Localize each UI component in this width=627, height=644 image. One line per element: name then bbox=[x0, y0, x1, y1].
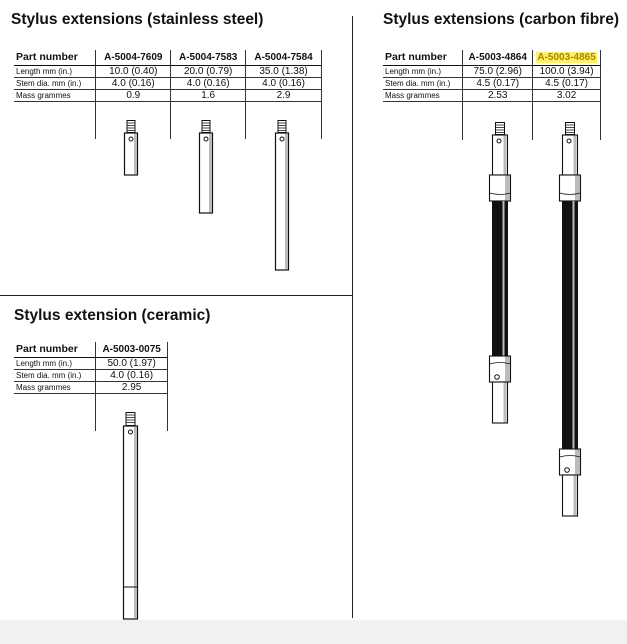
length-cell: 20.0 (0.79) bbox=[171, 66, 246, 78]
stem-row bbox=[383, 78, 601, 90]
mass-cell: 0.9 bbox=[96, 90, 171, 102]
header-row bbox=[14, 50, 322, 66]
part-number-cell: A-5004-7584 bbox=[246, 50, 322, 66]
length-cell: 10.0 (0.40) bbox=[96, 66, 171, 78]
header-row bbox=[383, 50, 601, 66]
carbon-extension-75mm-drawing bbox=[485, 122, 515, 425]
carbon-extension-100mm-drawing bbox=[555, 122, 585, 518]
carbon-section-title: Stylus extensions (carbon fibre) bbox=[383, 11, 619, 28]
row-label: Mass grammes bbox=[14, 382, 96, 394]
row-label: Stem dia. mm (in.) bbox=[383, 78, 463, 90]
vertical-divider bbox=[352, 16, 353, 618]
stem-cell: 4.0 (0.16) bbox=[171, 78, 246, 90]
row-label: Stem dia. mm (in.) bbox=[14, 370, 96, 382]
mass-cell: 1.6 bbox=[171, 90, 246, 102]
mass-cell: 2.9 bbox=[246, 90, 322, 102]
length-cell: 50.0 (1.97) bbox=[96, 358, 168, 370]
length-cell: 35.0 (1.38) bbox=[246, 66, 322, 78]
length-row bbox=[383, 66, 601, 78]
stem-cell: 4.0 (0.16) bbox=[246, 78, 322, 90]
part-number-cell: A-5004-7609 bbox=[96, 50, 171, 66]
stainless-extension-20mm-drawing bbox=[196, 120, 216, 215]
row-label: Length mm (in.) bbox=[383, 66, 463, 78]
stem-row bbox=[14, 370, 168, 382]
stem-cell: 4.5 (0.17) bbox=[463, 78, 533, 90]
header-row bbox=[14, 342, 168, 358]
length-cell: 100.0 (3.94) bbox=[533, 66, 601, 78]
stem-row bbox=[14, 78, 322, 90]
row-label: Stem dia. mm (in.) bbox=[14, 78, 96, 90]
part-number-cell bbox=[533, 50, 601, 66]
part-number-cell: A-5003-4864 bbox=[463, 50, 533, 66]
ceramic-spec-table bbox=[14, 342, 168, 431]
mass-cell: 3.02 bbox=[533, 90, 601, 102]
horizontal-divider bbox=[0, 295, 352, 296]
length-row bbox=[14, 66, 322, 78]
part-number-cell: A-5003-0075 bbox=[96, 342, 168, 358]
stainless-extension-35mm-drawing bbox=[272, 120, 292, 272]
mass-row bbox=[383, 90, 601, 102]
mass-cell: 2.95 bbox=[96, 382, 168, 394]
ceramic-extension-50mm-drawing bbox=[120, 412, 142, 620]
row-label: Mass grammes bbox=[383, 90, 463, 102]
mass-row bbox=[14, 90, 322, 102]
ceramic-section-title: Stylus extension (ceramic) bbox=[14, 307, 211, 324]
length-cell: 75.0 (2.96) bbox=[463, 66, 533, 78]
stem-cell: 4.5 (0.17) bbox=[533, 78, 601, 90]
length-row bbox=[14, 358, 168, 370]
mass-row bbox=[14, 382, 168, 394]
part-number-label: Part number bbox=[14, 50, 96, 66]
stainless-section-title: Stylus extensions (stainless steel) bbox=[11, 11, 264, 28]
stainless-extension-10mm-drawing bbox=[121, 120, 141, 180]
stem-cell: 4.0 (0.16) bbox=[96, 78, 171, 90]
highlighted-part-number: A-5003-4865 bbox=[537, 52, 596, 63]
part-number-cell: A-5004-7583 bbox=[171, 50, 246, 66]
footer-band bbox=[0, 620, 627, 644]
row-label: Length mm (in.) bbox=[14, 66, 96, 78]
row-label: Length mm (in.) bbox=[14, 358, 96, 370]
part-number-label: Part number bbox=[14, 342, 96, 358]
part-number-label: Part number bbox=[383, 50, 463, 66]
mass-cell: 2.53 bbox=[463, 90, 533, 102]
stem-cell: 4.0 (0.16) bbox=[96, 370, 168, 382]
row-label: Mass grammes bbox=[14, 90, 96, 102]
